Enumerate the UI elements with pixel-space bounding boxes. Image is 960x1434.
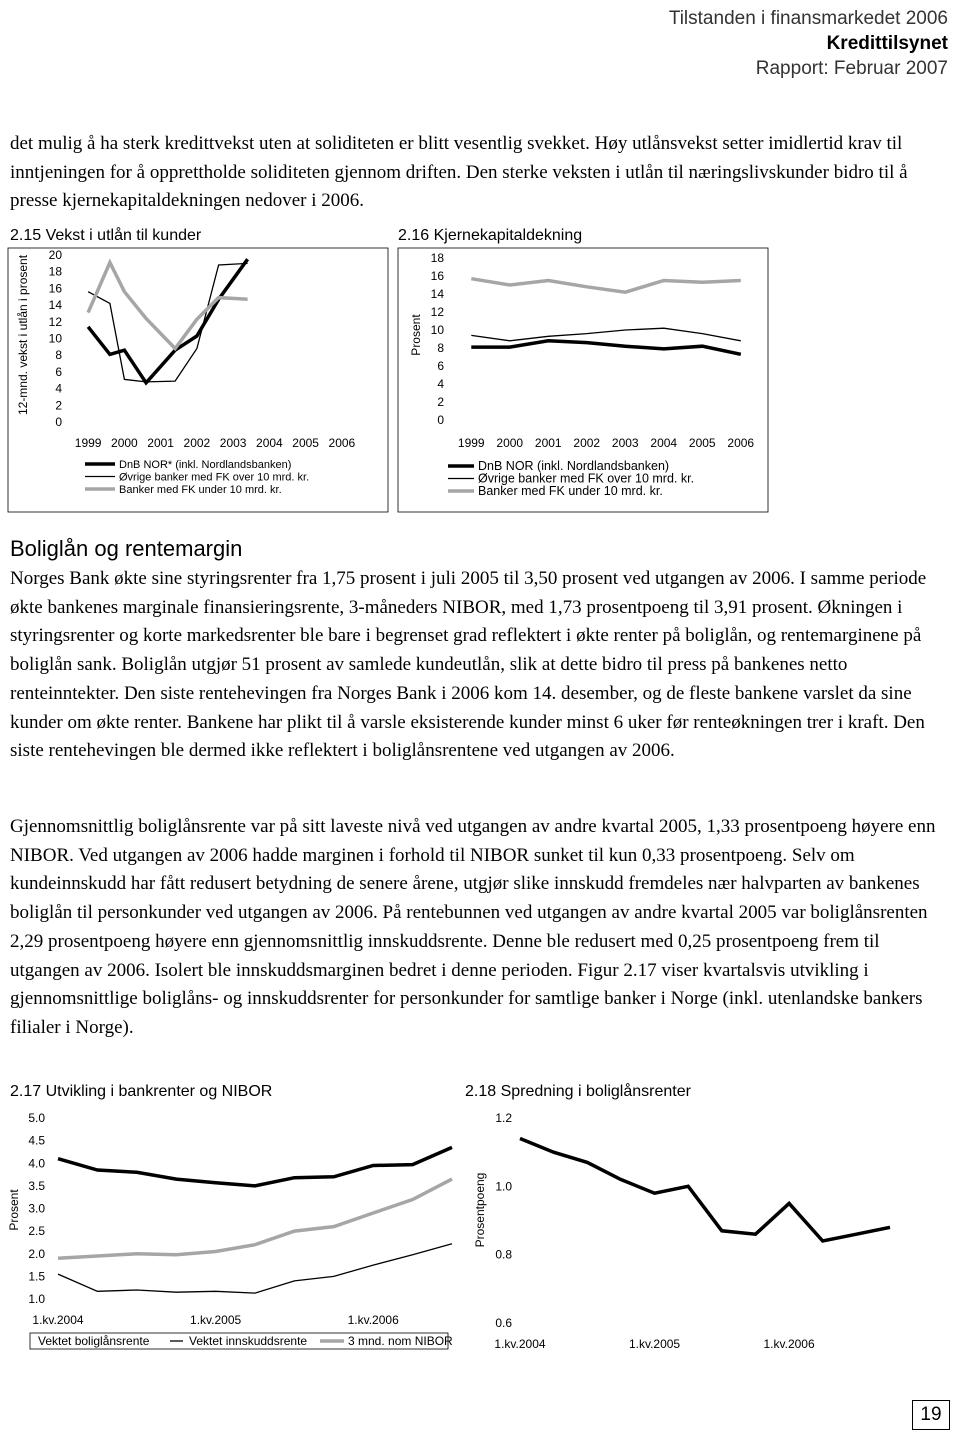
y-tick-label: 0 [437,413,444,427]
y-tick-label: 0 [55,415,62,429]
y-tick-label: 18 [48,264,62,279]
y-tick-label: 8 [55,348,62,363]
series-line [58,1179,452,1258]
y-tick-label: 12 [48,314,62,329]
y-tick-label: 1.0 [28,1292,45,1306]
x-tick-label: 2000 [496,436,524,450]
y-tick-label: 10 [430,323,444,337]
x-tick-label: 2003 [611,436,639,450]
y-tick-label: 2.0 [28,1246,45,1261]
legend-entry: DnB NOR* (inkl. Nordlandsbanken) [119,459,292,471]
y-tick-label: 2.5 [28,1224,45,1239]
x-tick-label: 2002 [573,436,601,450]
x-tick-label: 2002 [183,436,211,450]
page-number: 19 [912,1400,950,1430]
y-tick-label: 18 [430,251,444,265]
y-tick-label: 5.0 [28,1111,45,1125]
x-tick-label: 1.kv.2005 [628,1337,681,1351]
y-tick-label: 20 [48,248,62,262]
x-tick-label: 1.kv.2004 [494,1337,546,1351]
x-tick-label: 1.kv.2006 [347,1313,399,1327]
y-tick-label: 0.6 [495,1316,512,1330]
y-tick-label: 8 [437,341,444,355]
body-paragraph-1: Norges Bank økte sine styringsrenter fra 1,75 prosent i juli 2005 til 3,50 prosent ved utgangen av 2006. I samme periode økte bankenes marginale finansieringsrente, 3-måneders NIBOR, med 1,73 prosentpoeng til 3,91 prosent. Økningen i styringsrenter og korte markedsrenter ble bare i begrenset grad reflektert i økte renter på boliglån, og rentemarginene på boliglån sank. Boliglån utgjør 51 prosent av samlede kundeutlån, slik at dette bidro til press på bankenes netto renteinntekter. Den siste rentehevingen fra Norges Bank i 2006 kom 14. desember, og de fleste bankene varslet da sine kunder om økte renter. Bankene har plikt til å varsle eksisterende kunder minst 6 uker før renteøkningen trer i kraft. Den siste rentehevingen ble dermed ikke reflektert i boliglånsrentene ved utgangen av 2006. [10,568,927,762]
y-tick-label: 14 [48,298,62,313]
legend-entry: Vektet boliglånsrente [38,1334,150,1348]
y-tick-label: 4.5 [28,1133,45,1148]
series-line [88,259,248,383]
y-tick-label: 1.2 [495,1111,512,1125]
header-report-date: Rapport: Februar 2007 [755,58,948,79]
y-tick-label: 3.0 [28,1201,45,1216]
header-title: Tilstanden i finansmarkedet 2006 [668,8,948,29]
legend-entry: Banker med FK under 10 mrd. kr. [119,484,282,496]
x-tick-label: 2004 [650,436,678,450]
x-tick-label: 2005 [292,436,319,450]
series-line [88,263,248,382]
y-tick-label: 6 [437,359,444,373]
y-tick-label: 16 [430,269,444,283]
x-tick-label: 2006 [727,436,755,450]
legend-entry: Banker med FK under 10 mrd. kr. [478,484,663,498]
x-tick-label: 2005 [688,436,716,450]
y-tick-label: 0.8 [495,1247,512,1262]
series-line [58,1147,452,1186]
series-line [58,1244,452,1293]
series-line [88,263,248,349]
x-tick-label: 2001 [534,436,562,450]
body-paragraph-2: Gjennomsnittlig boliglånsrente var på sitt laveste nivå ved utgangen av andre kvartal 2005, 1,33 prosentpoeng høyere enn NIBOR. Ved utgangen av 2006 hadde marginen i forhold til NIBOR sunket til kun 0,33 prosentpoeng. Selv om kundeinnskudd har fått redusert betydning de senere årene, utgjør slike innskudd fremdeles nær halvparten av bankenes boliglån til personkunder ved utgangen av 2006. På rentebunnen ved utgangen av andre kvartal 2005 var boliglånsrenten 2,29 prosentpoeng høyere enn gjennomsnittlig innskuddsrente. Denne ble redusert med 0,25 prosentpoeng frem til utgangen av 2006. Isolert ble innskuddsmarginen bedret i denne perioden. Figur 2.17 viser kvartalsvis utvikling i gjennomsnittlige boliglåns- og innskuddsrenter for personkunder for samtlige banker i Norge (inkl. utenlandske bankers filialer i Norge). [10,816,936,1038]
y-tick-label: 4.0 [28,1156,45,1171]
x-tick-label: 2006 [328,436,356,450]
chart-title-2-17: 2.17 Utvikling i bankrenter og NIBOR [10,1083,273,1100]
y-tick-label: 4 [55,381,62,396]
y-tick-label: 14 [430,287,444,301]
series-line [471,341,741,355]
chart-title-2-15: 2.15 Vekst i utlån til kunder [10,227,202,244]
y-axis-label: Prosent [409,314,423,356]
legend-entry: Vektet innskuddsrente [189,1334,308,1348]
y-tick-label: 12 [430,305,444,319]
series-line [471,328,741,341]
legend-entry: DnB NOR (inkl. Nordlandsbanken) [478,459,670,473]
x-tick-label: 2001 [147,436,174,450]
series-line [471,279,741,293]
legend-entry: Øvrige banker med FK over 10 mrd. kr. [119,471,310,484]
legend-entry: Øvrige banker med FK over 10 mrd. kr. [478,471,695,486]
intro-paragraph: det mulig å ha sterk kredittvekst uten at soliditeten er blitt vesentlig svekket. Høy utlånsvekst setter imidlertid krav til inntjeningen for å opprettholde soliditeten gjennom driften. Den sterke veksten i utlån til næringslivskunder bidro til å presse kjernekapitaldekningen nedover i 2006. [10,133,908,212]
header-organization: Kredittilsynet [826,33,948,54]
y-tick-label: 1.5 [28,1269,45,1284]
x-tick-label: 1.kv.2006 [763,1337,815,1351]
x-tick-label: 2000 [111,436,138,450]
section-heading: Boliglån og rentemargin [10,536,243,561]
y-tick-label: 2 [55,398,62,413]
y-tick-label: 1.0 [495,1179,512,1194]
x-tick-label: 2003 [219,436,247,450]
x-tick-label: 1999 [457,436,485,450]
x-tick-label: 2004 [256,436,283,450]
y-axis-label: Prosent [7,1189,21,1231]
series-line [520,1139,890,1242]
y-tick-label: 6 [55,364,62,379]
y-tick-label: 3.5 [28,1178,45,1193]
y-tick-label: 10 [48,331,62,346]
chart-title-2-16: 2.16 Kjernekapitaldekning [398,227,583,244]
x-tick-label: 1999 [74,436,102,450]
y-axis-label: 12-mnd. vekst i utlån i prosent [16,254,30,416]
y-tick-label: 2 [437,395,444,409]
y-tick-label: 4 [437,377,444,391]
y-axis-label: Prosentpoeng [473,1172,487,1248]
y-tick-label: 16 [48,281,62,296]
x-tick-label: 1.kv.2004 [32,1313,84,1327]
x-tick-label: 1.kv.2005 [190,1313,242,1327]
chart-title-2-18: 2.18 Spredning i boliglånsrenter [465,1083,691,1100]
legend-entry: 3 mnd. nom NIBOR [348,1334,453,1348]
